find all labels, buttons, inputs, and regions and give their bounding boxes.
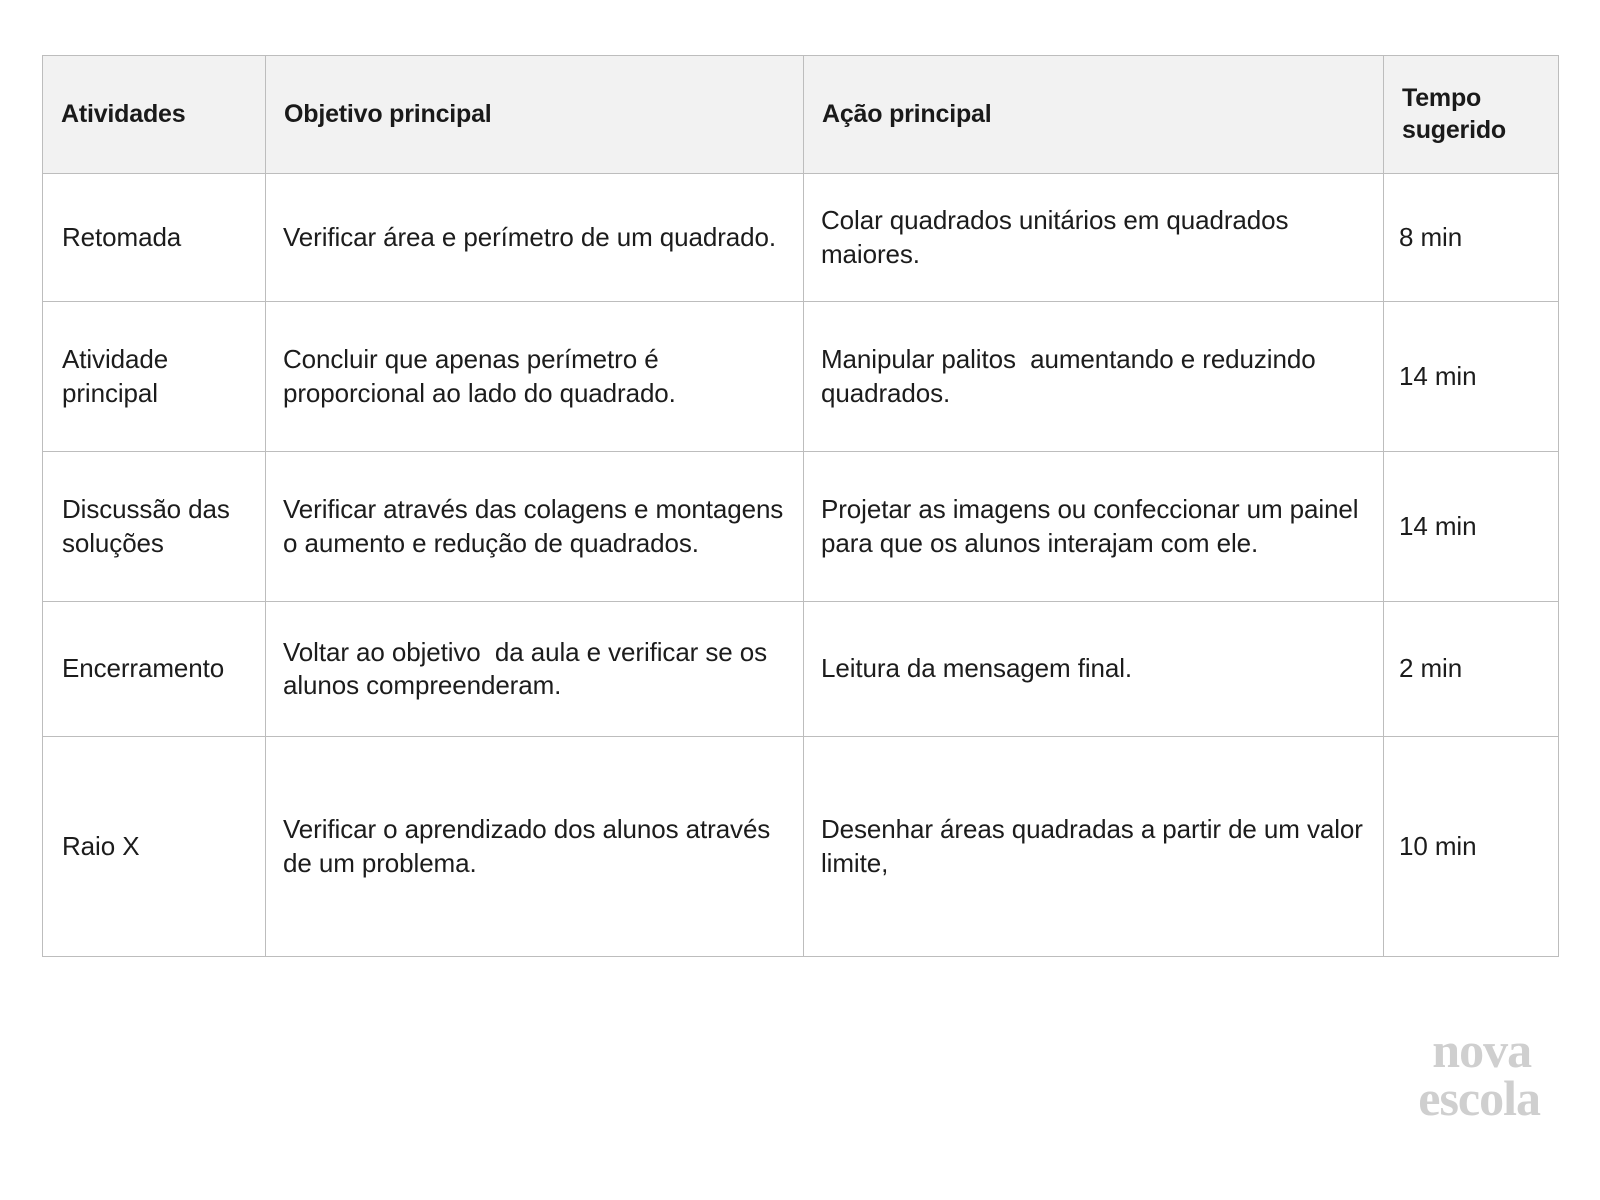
cell-atividade: Discussão das soluções [43, 452, 266, 602]
cell-objetivo: Verificar através das colagens e montagens o aumento e redução de quadrados. [266, 452, 804, 602]
cell-atividade: Atividade principal [43, 302, 266, 452]
column-header-objetivo-principal: Objetivo principal [266, 56, 804, 174]
cell-atividade: Encerramento [43, 602, 266, 737]
cell-acao: Leitura da mensagem final. [804, 602, 1384, 737]
cell-atividade: Retomada [43, 174, 266, 302]
cell-objetivo: Verificar área e perímetro de um quadrado. [266, 174, 804, 302]
cell-acao: Projetar as imagens ou confeccionar um painel para que os alunos interajam com ele. [804, 452, 1384, 602]
table-row [43, 302, 1559, 452]
logo-line-nova: nova [1432, 1022, 1532, 1078]
table-row [43, 737, 1559, 957]
table-row [43, 174, 1559, 302]
cell-acao: Desenhar áreas quadradas a partir de um valor limite, [804, 737, 1384, 957]
cell-objetivo: Concluir que apenas perímetro é proporcional ao lado do quadrado. [266, 302, 804, 452]
cell-tempo: 10 min [1384, 737, 1559, 957]
table-row [43, 602, 1559, 737]
lesson-plan-table [42, 55, 1559, 957]
table-header [43, 56, 1559, 174]
column-header-tempo-sugerido: Tempo sugerido [1384, 56, 1559, 174]
cell-acao: Manipular palitos aumentando e reduzindo quadrados. [804, 302, 1384, 452]
nova-escola-logo [1418, 1022, 1540, 1126]
table-body [43, 174, 1559, 957]
cell-acao: Colar quadrados unitários em quadrados maiores. [804, 174, 1384, 302]
cell-objetivo: Verificar o aprendizado dos alunos através de um problema. [266, 737, 804, 957]
cell-atividade: Raio X [43, 737, 266, 957]
cell-objetivo: Voltar ao objetivo da aula e verificar se os alunos compreenderam. [266, 602, 804, 737]
cell-tempo: 8 min [1384, 174, 1559, 302]
cell-tempo: 14 min [1384, 452, 1559, 602]
column-header-acao-principal: Ação principal [804, 56, 1384, 174]
table-row [43, 452, 1559, 602]
logo-line-escola: escola [1418, 1069, 1540, 1126]
cell-tempo: 2 min [1384, 602, 1559, 737]
column-header-atividades: Atividades [43, 56, 266, 174]
table-header-row [43, 56, 1559, 174]
cell-tempo: 14 min [1384, 302, 1559, 452]
